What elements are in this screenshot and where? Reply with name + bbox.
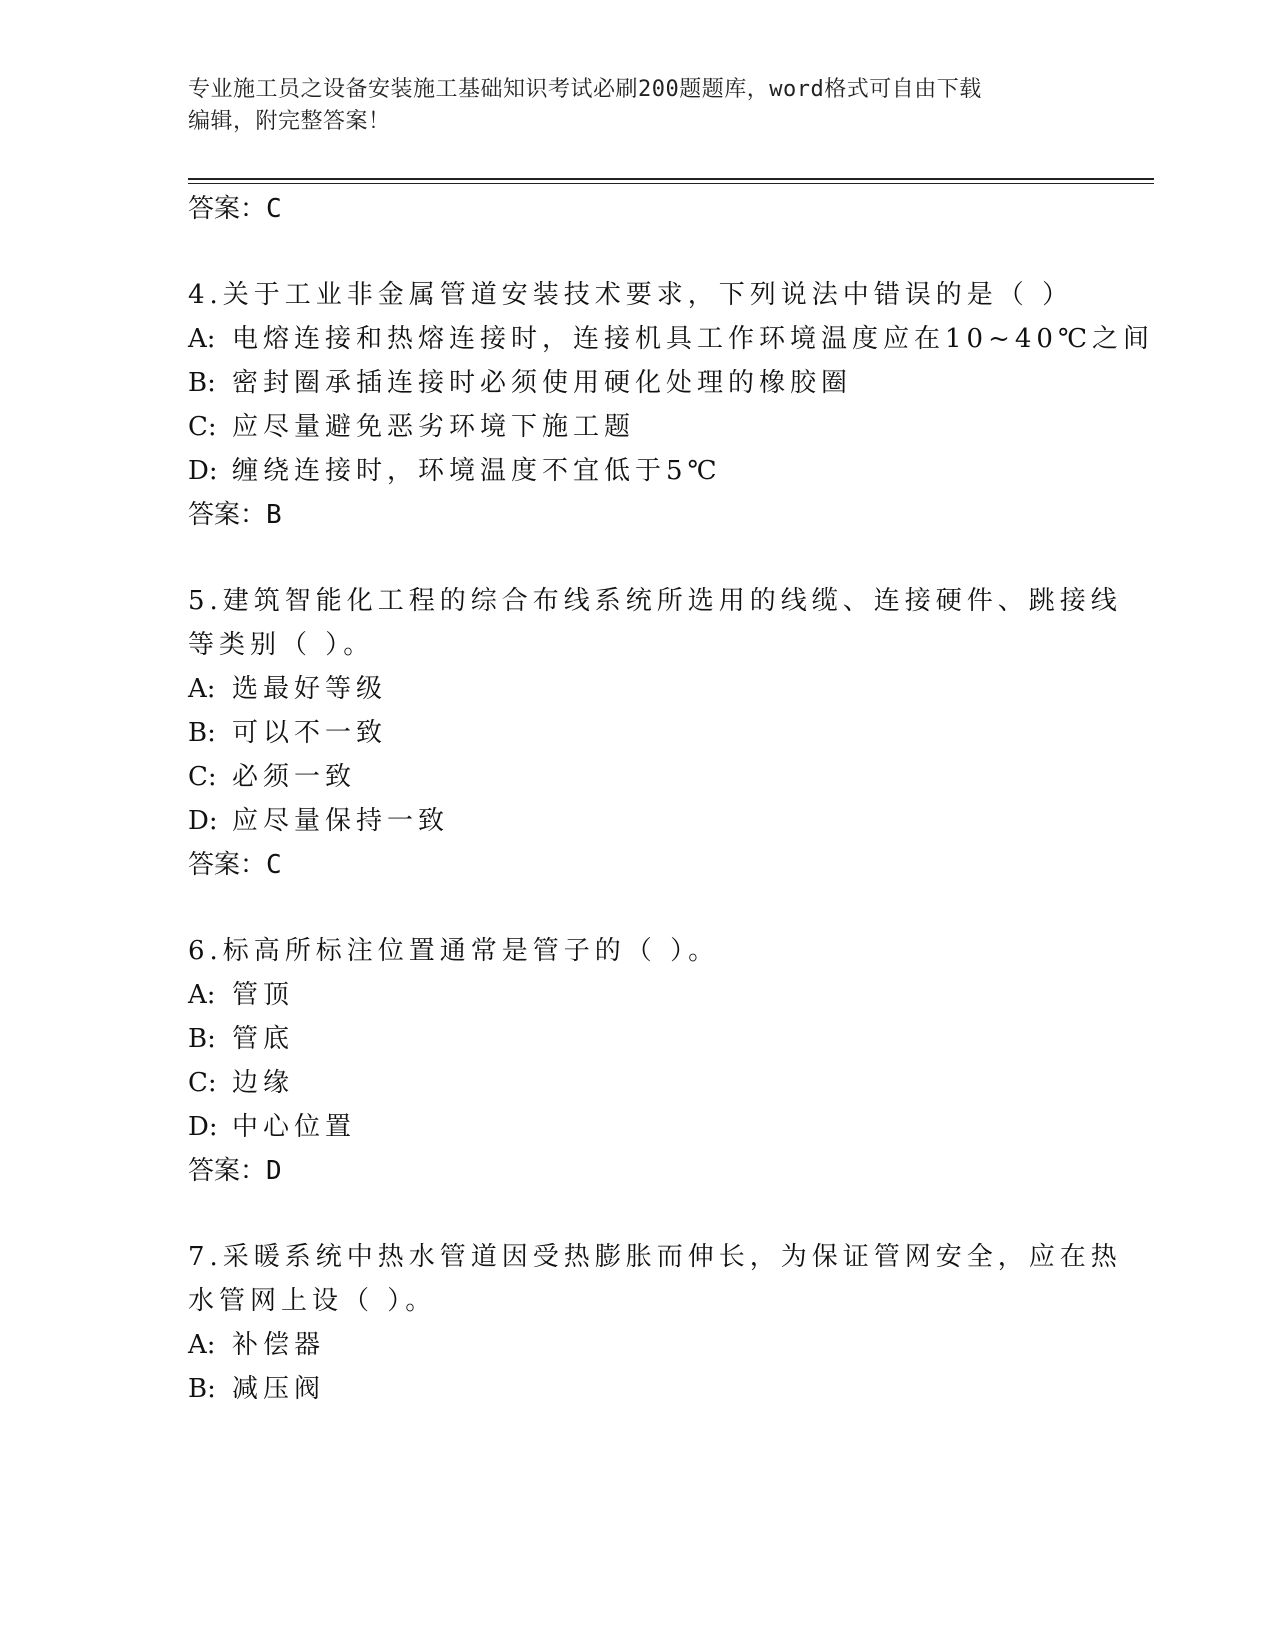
question-4-option-c (188, 406, 635, 443)
option-letter: C: (188, 762, 217, 792)
question-6-option-c (188, 1062, 294, 1099)
question-5-option-a (188, 668, 387, 705)
option-letter: A: (188, 674, 216, 704)
question-4-option-a (188, 318, 1154, 355)
document-header (188, 74, 1078, 138)
option-letter: B: (188, 1374, 216, 1404)
question-7-stem-line1: 7.采暖系统中热水管道因受热膨胀而伸长，为保证管网安全，应在热 (188, 1242, 1122, 1272)
question-6-stem: 6.标高所标注位置通常是管子的（ ）。 (188, 936, 720, 966)
header-divider-thin (188, 183, 1154, 184)
option-letter: A: (188, 324, 216, 354)
question-5-option-b (188, 712, 387, 749)
option-text: 应尽量保持一致 (232, 806, 450, 836)
question-5-option-d (188, 800, 449, 837)
option-text: 密封圈承插连接时必须使用硬化处理的橡胶圈 (232, 368, 853, 398)
question-6-option-a (188, 974, 294, 1011)
option-text: 应尽量避免恶劣环境下施工题 (232, 412, 636, 442)
option-text: 缠绕连接时，环境温度不宜低于5℃ (232, 456, 722, 486)
header-title-line2: 编辑，附完整答案！ (188, 109, 391, 134)
option-text: 减压阀 (232, 1374, 326, 1404)
question-6-option-d (188, 1106, 356, 1143)
question-5-stem-line2: 等类别（ ）。 (188, 630, 375, 660)
question-6-option-b (188, 1018, 294, 1055)
option-text: 可以不一致 (232, 718, 388, 748)
option-text: 电熔连接和热熔连接时，连接机具工作环境温度应在10~40℃之间 (232, 324, 1155, 354)
option-letter: B: (188, 718, 216, 748)
option-letter: B: (188, 368, 216, 398)
question-4-option-b (188, 362, 852, 399)
option-letter: A: (188, 980, 216, 1010)
question-7-stem-line2: 水管网上设（ ）。 (188, 1286, 437, 1316)
option-text: 补偿器 (232, 1330, 326, 1360)
option-letter: A: (188, 1330, 216, 1360)
option-letter: D: (188, 806, 218, 836)
option-letter: B: (188, 1024, 216, 1054)
option-letter: D: (188, 1112, 218, 1142)
question-4-stem: 4.关于工业非金属管道安装技术要求，下列说法中错误的是（ ） (188, 280, 1074, 310)
answer-q3: 答案：C (188, 194, 282, 224)
question-7-option-b (188, 1368, 325, 1405)
option-text: 选最好等级 (232, 674, 388, 704)
header-divider (188, 178, 1154, 180)
answer-q4: 答案：B (188, 500, 282, 530)
header-title-line1: 专业施工员之设备安装施工基础知识考试必刷200题题库，word格式可自由下载 (188, 77, 982, 102)
question-4-option-d (188, 450, 722, 487)
option-letter: C: (188, 1068, 217, 1098)
question-5-stem-line1: 5.建筑智能化工程的综合布线系统所选用的线缆、连接硬件、跳接线 (188, 586, 1122, 616)
option-letter: D: (188, 456, 218, 486)
option-text: 管底 (232, 1024, 295, 1054)
question-5-option-c (188, 756, 356, 793)
question-7-option-a (188, 1324, 325, 1361)
option-text: 中心位置 (232, 1112, 357, 1142)
option-letter: C: (188, 412, 217, 442)
answer-q5: 答案：C (188, 850, 282, 880)
option-text: 必须一致 (232, 762, 357, 792)
answer-q6: 答案：D (188, 1156, 282, 1186)
option-text: 管顶 (232, 980, 295, 1010)
option-text: 边缘 (232, 1068, 295, 1098)
